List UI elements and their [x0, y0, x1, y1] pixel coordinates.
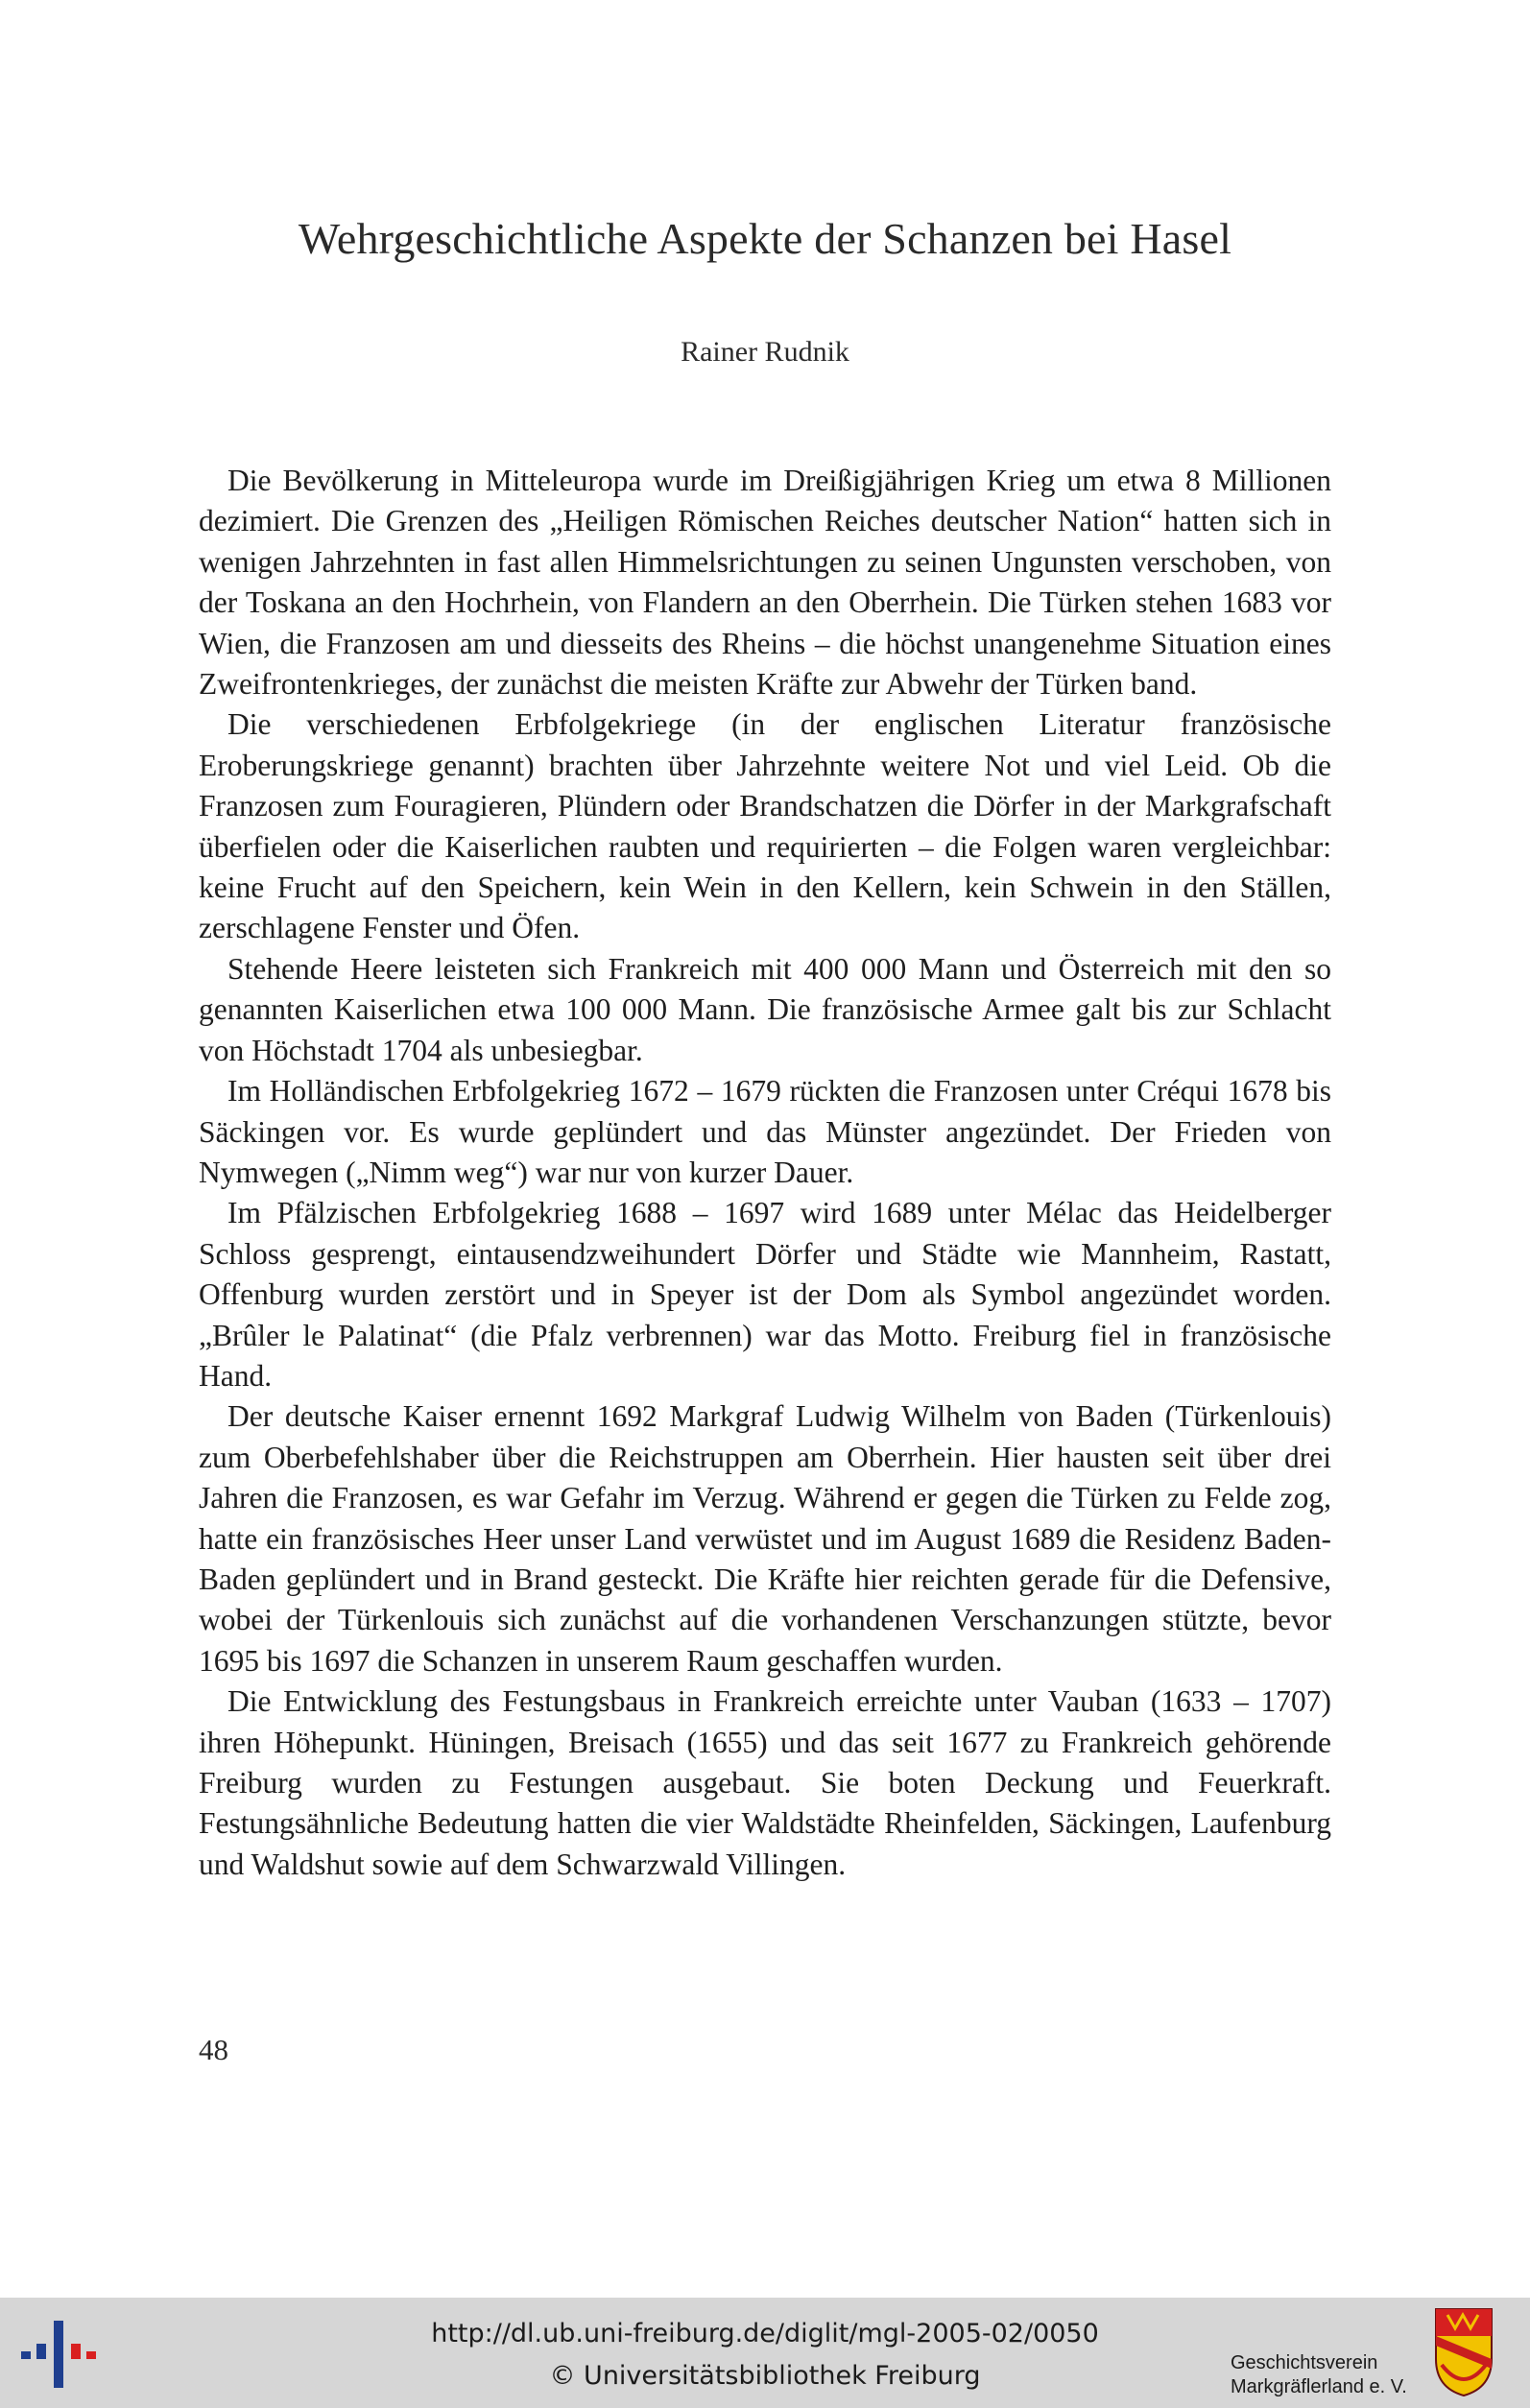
footer-bar	[0, 2298, 1530, 2408]
paragraph: Stehende Heere leisteten sich Frankreich mit 400 000 Mann und Österreich mit den so genannten Kaiserlichen etwa 100 000 Mann. Die französische Armee galt bis zur Schlacht von Höchstadt 1704 als unbesiegbar.	[199, 951, 1331, 1067]
author-name: Rainer Rudnik	[681, 336, 849, 368]
paragraph: Im Pfälzischen Erbfolgekrieg 1688 – 1697 wird 1689 unter Mélac das Heidelberger Schloss gesprengt, eintausendzweihundert Dörfer und Städte wie Mannheim, Rastatt, Offenburg wurden zerstört und in Speyer ist der Dom als Symbol angezündet worden. „Brûler le Palatinat“ (die Pfalz verbrennen) war das Motto. Freiburg fiel in französische Hand.	[199, 1196, 1331, 1393]
coat-of-arms-icon	[1434, 2307, 1494, 2397]
paragraph: Der deutsche Kaiser ernennt 1692 Markgraf Ludwig Wilhelm von Baden (Türkenlouis) zum Oberbefehlshaber über die Reichstruppen am Oberrhein. Hier hausten seit über drei Jahren die Franzosen, es war Gefahr im Verzug. Während er gegen die Türken zu Felde zog, hatte ein französisches Heer unser Land verwüstet und im August 1689 die Residenz Baden-Baden geplündert und in Brand gesteckt. Die Kräfte hier reichten gerade für die Defensive, wobei der Türkenlouis sich zunächst auf die vorhandenen Verschanzungen stützte, bevor 1695 bis 1697 die Schanzen in unserem Raum geschaffen wurden.	[199, 1399, 1331, 1678]
footer-url-link[interactable]: http://dl.ub.uni-freiburg.de/diglit/mgl-2005-02/0050	[431, 2319, 1099, 2348]
page-number: 48	[199, 2033, 228, 2066]
footer-copyright: © Universitätsbibliothek Freiburg	[549, 2361, 981, 2391]
society-name	[1231, 2351, 1407, 2399]
paragraph: Im Holländischen Erbfolgekrieg 1672 – 1679 rückten die Franzosen unter Créqui 1678 bis Säckingen vor. Es wurde geplündert und das Münster angezündet. Der Frieden von Nymwegen („Nimm weg“) war nur von kurzer Dauer.	[199, 1074, 1331, 1189]
page-title: Wehrgeschichtliche Aspekte der Schanzen bei Hasel	[298, 214, 1232, 263]
article-body	[199, 461, 1331, 1885]
paragraph: Die Entwicklung des Festungsbaus in Frankreich erreichte unter Vauban (1633 – 1707) ihren Höhepunkt. Hüningen, Breisach (1655) und das seit 1677 zu Frankreich gehörende Freiburg wurden zu Festungen ausgebaut. Sie boten Deckung und Feuerkraft. Festungsähnliche Bedeutung hatten die vier Waldstädte Rheinfelden, Säckingen, Laufenburg und Waldshut sowie auf dem Schwarzwald Villingen.	[199, 1684, 1331, 1881]
paragraph: Die Bevölkerung in Mitteleuropa wurde im Dreißigjährigen Krieg um etwa 8 Millionen dezimiert. Die Grenzen des „Heiligen Römischen Reiches deutscher Nation“ hatten sich in wenigen Jahrzehnten in fast allen Himmelsrichtungen zu seinen Ungunsten verschoben, von der Toskana an den Hochrhein, von Flandern an den Oberrhein. Die Türken stehen 1683 vor Wien, die Franzosen am und diesseits des Rheins – die höchst unangenehme Situation eines Zweifrontenkrieges, der zunächst die meisten Kräfte zur Abwehr der Türken band.	[199, 464, 1331, 702]
paragraph: Die verschiedenen Erbfolgekriege (in der englischen Literatur französische Eroberungskriege genannt) brachten über Jahrzehnte weitere Not und viel Leid. Ob die Franzosen zum Fouragieren, Plündern oder Brandschatzen die Dörfer in der Markgrafschaft überfielen oder die Kaiserlichen raubten und requirierten – die Folgen waren vergleichbar: keine Frucht auf den Speichern, kein Wein in den Kellern, kein Schwein in den Ställen, zerschlagene Fenster und Öfen.	[199, 707, 1331, 945]
society-name-line2: Markgräflerland e. V.	[1231, 2376, 1407, 2397]
society-name-line1: Geschichtsverein	[1231, 2352, 1378, 2373]
